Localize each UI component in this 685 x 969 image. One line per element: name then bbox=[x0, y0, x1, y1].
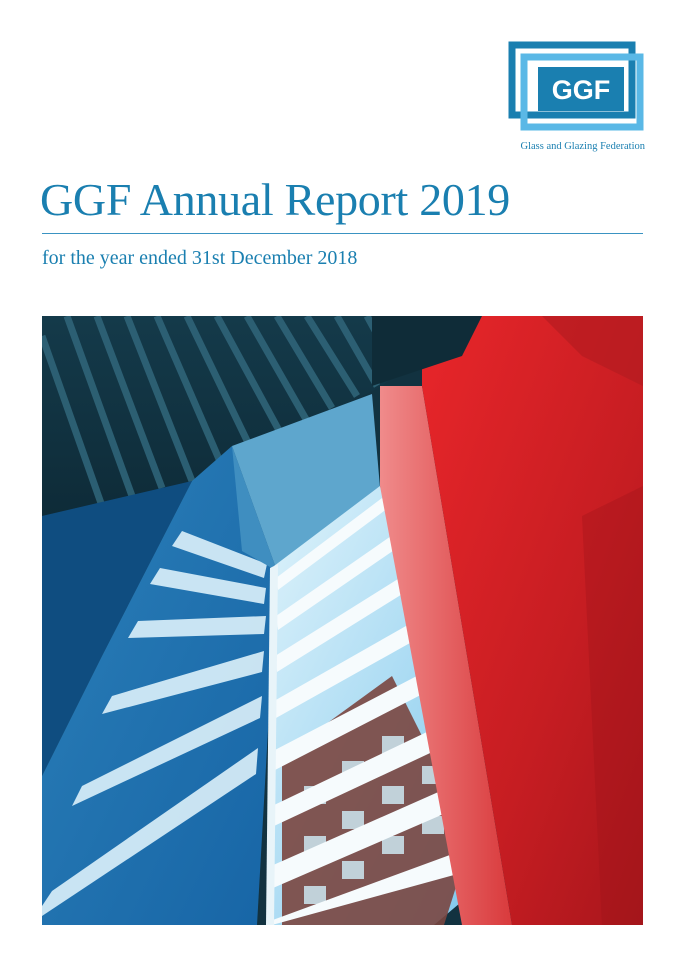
page-title: GGF Annual Report 2019 bbox=[40, 174, 510, 225]
logo-tagline: Glass and Glazing Federation bbox=[520, 141, 645, 152]
ggf-logo-mark bbox=[508, 41, 644, 131]
cover-photo bbox=[42, 316, 643, 925]
architecture-photo-icon bbox=[42, 316, 643, 925]
logo-mark-text: GGF bbox=[551, 75, 611, 105]
ggf-logo bbox=[505, 40, 645, 154]
title-divider bbox=[42, 233, 643, 234]
page-subtitle: for the year ended 31st December 2018 bbox=[42, 247, 358, 269]
ggf-frame-icon bbox=[508, 41, 644, 131]
